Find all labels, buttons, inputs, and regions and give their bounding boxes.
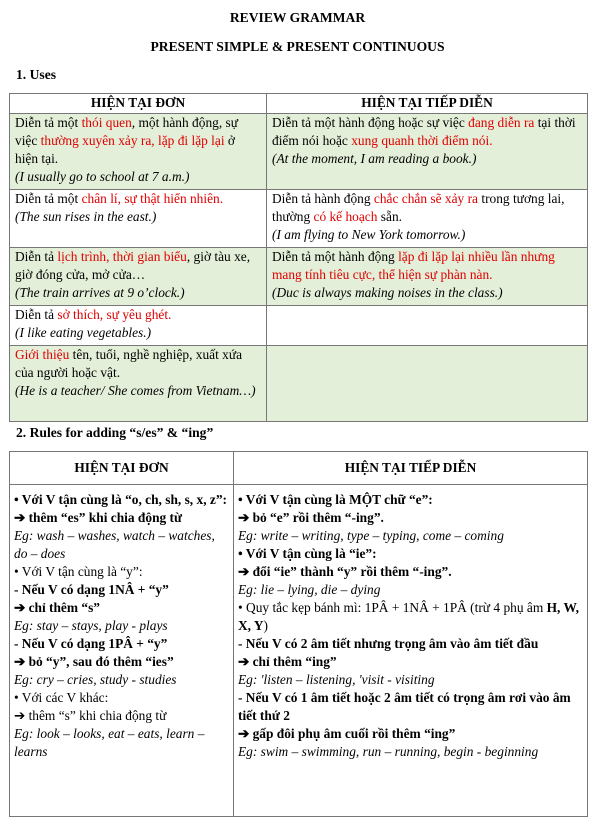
section-uses-heading: 1. Uses [16, 67, 57, 82]
section-rules-heading: 2. Rules for adding “s/es” & “ing” [16, 425, 214, 440]
example: (Duc is always making noises in the class.) [272, 285, 503, 300]
uses-simple-habit: Diễn tả một thói quen, một hành động, sự việc thường xuyên xảy ra, lặp đi lặp lại ở hiện tại. (I usually go to school at 7 a.m.) [10, 114, 267, 190]
example: (At the moment, I am reading a book.) [272, 151, 477, 166]
rules-continuous-cell: • Với V tận cùng là MỘT chữ “e”: ➔ bỏ “e” rồi thêm “-ing”. Eg: write – writing, type – typing, come – coming • Với V tận cùng là “ie”: ➔ đổi “ie” thành “y” rồi thêm “-ing”. Eg: lie – lying, die – dying • Quy tắc kẹp bánh mì: 1PÂ + 1NÂ + 1PÂ (trừ 4 phụ âm H, W, X, Y) - Nếu V có 2 âm tiết nhưng trọng âm vào âm tiết đầu ➔ chỉ thêm “ing” Eg: 'listen – listening, 'visit - visiting - Nếu V có 1 âm tiết hoặc 2 âm tiết có trọng âm rơi vào âm tiết thứ 2 ➔ gấp đôi phụ âm cuối rồi thêm “ing” Eg: swim – swimming, run – running, begin - beginning [234, 485, 588, 817]
rules-header-continuous: HIỆN TẠI TIẾP DIỄN [234, 452, 588, 485]
uses-empty-cell [267, 346, 588, 422]
uses-simple-schedule: Diễn tả lịch trình, thời gian biểu, giờ tàu xe, giờ đóng cửa, mở cửa… (The train arrives at 9 o’clock.) [10, 248, 267, 306]
example: (The train arrives at 9 o’clock.) [15, 285, 185, 300]
rules-header-simple: HIỆN TẠI ĐƠN [10, 452, 234, 485]
uses-continuous-future: Diễn tả hành động chắc chắn sẽ xảy ra trong tương lai, thường có kế hoạch sẵn. (I am flying to New York tomorrow.) [267, 190, 588, 248]
uses-simple-preference: Diễn tả sở thích, sự yêu ghét. (I like eating vegetables.) [10, 306, 267, 346]
page-title: REVIEW GRAMMAR [229, 10, 366, 25]
example: (He is a teacher/ She comes from Vietnam…) [15, 383, 256, 398]
uses-header-simple: HIỆN TẠI ĐƠN [10, 94, 267, 114]
rules-simple-cell: • Với V tận cùng là “o, ch, sh, s, x, z”: ➔ thêm “es” khi chia động từ Eg: wash – washes, watch – watches, do – does • Với V tận cùng là “y”: - Nếu V có dạng 1NÂ + “y” ➔ chỉ thêm “s” Eg: stay – stays, play - plays - Nếu V có dạng 1PÂ + “y” ➔ bỏ “y”, sau đó thêm “ies” Eg: cry – cries, study - studies • Với các V khác: ➔ thêm “s” khi chia động từ Eg: look – looks, eat – eats, learn – learns [10, 485, 234, 817]
uses-table [9, 93, 588, 422]
uses-empty-cell [267, 306, 588, 346]
rules-table [9, 451, 588, 817]
uses-simple-truth: Diễn tả một chân lí, sự thật hiển nhiên. (The sun rises in the east.) [10, 190, 267, 248]
uses-header-continuous: HIỆN TẠI TIẾP DIỄN [267, 94, 588, 114]
page-subtitle: PRESENT SIMPLE & PRESENT CONTINUOUS [150, 39, 445, 54]
example: (The sun rises in the east.) [15, 209, 157, 224]
example: (I like eating vegetables.) [15, 325, 152, 340]
uses-continuous-complaint: Diễn tả một hành động lặp đi lặp lại nhiều lần nhưng mang tính tiêu cực, thể hiện sự phàn nàn. (Duc is always making noises in the class.) [267, 248, 588, 306]
uses-simple-introduction: Giới thiệu tên, tuổi, nghề nghiệp, xuất xứa của người hoặc vật. (He is a teacher/ She comes from Vietnam…) [10, 346, 267, 422]
uses-continuous-now: Diễn tả một hành động hoặc sự việc đang diễn ra tại thời điểm nói hoặc xung quanh thời điểm nói. (At the moment, I am reading a book.) [267, 114, 588, 190]
example: (I am flying to New York tomorrow.) [272, 227, 466, 242]
example: (I usually go to school at 7 a.m.) [15, 169, 190, 184]
